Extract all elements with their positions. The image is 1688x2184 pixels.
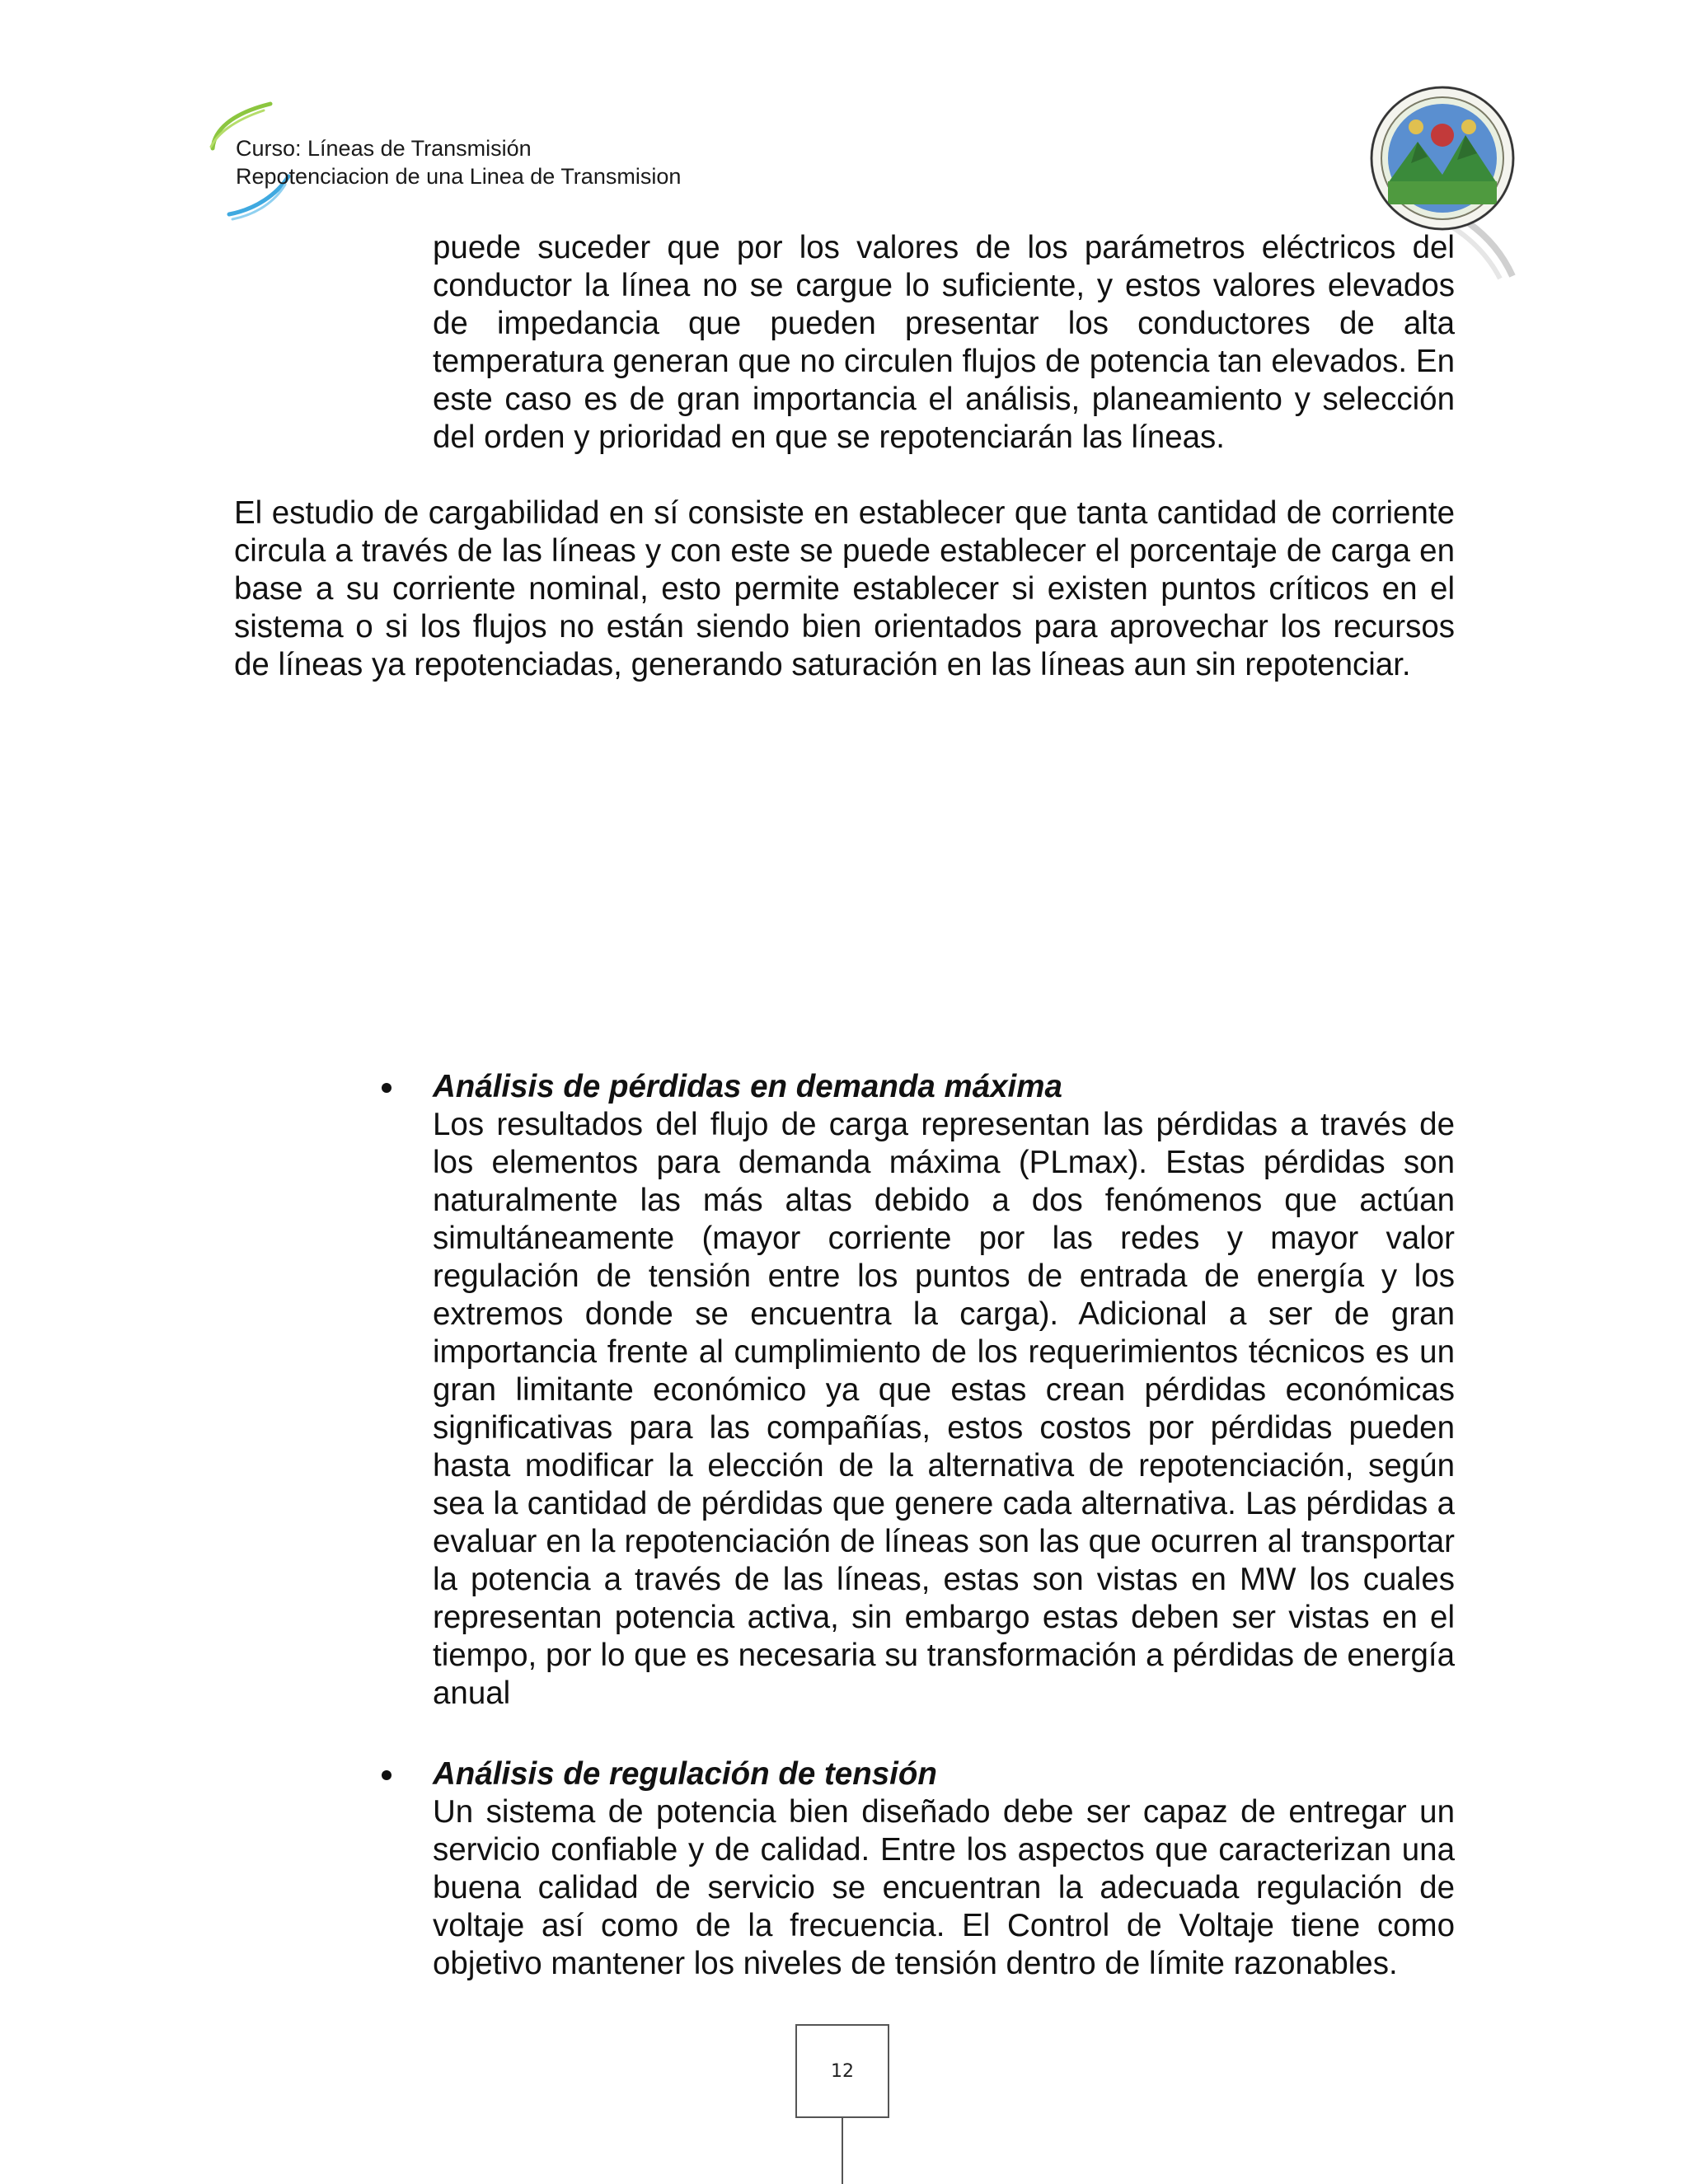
page-number: 12 — [831, 2060, 854, 2082]
running-header — [236, 134, 681, 190]
page-number-box — [795, 2024, 889, 2118]
cargabilidad-paragraph: El estudio de cargabilidad en sí consiste en establecer que tanta cantidad de corriente circula a través de las líneas y con este se puede establecer el porcentaje de carga en base a su corriente nominal, esto permite establecer si existen puntos críticos en el sistema o si los flujos no están siendo bien orientados para aprovechar los recursos de líneas ya repotenciadas, generando saturación en las líneas aun sin repotenciar. — [234, 495, 1455, 682]
bullet-body: Un sistema de potencia bien diseñado debe ser capaz de entregar un servicio confiable y de calidad. Entre los aspectos que caracterizan una buena calidad de servicio se encuentran la adecuada regulación de voltaje así como de la frecuencia. El Control de Voltaje tiene como objetivo mantener los niveles de tensión dentro de límite razonables. — [433, 1794, 1455, 1981]
bullet-body: Los resultados del flujo de carga representan las pérdidas a través de los elementos para demanda máxima (PLmax). Estas pérdidas son naturalmente las más altas debido a dos fenómenos que actúan simultáneamente (mayor corriente por las redes y mayor valor regulación de tensión entre los puntos de entrada de energía y los extremos donde se encuentra la carga). Adicional a ser de gran importancia frente al cumplimiento de los requerimientos técnicos es un gran limitante económico ya que estas crean pérdidas económicas significativas para las compañías, estos costos por pérdidas pueden hasta modificar la elección de la alternativa de repotenciación, según sea la cantidad de pérdidas que genere cada alternativa. Las pérdidas a evaluar en la repotenciación de líneas son las que ocurren al transportar la potencia a través de las líneas, estas son vistas en MW los cuales representan potencia activa, sin embargo estas deben ser vistas en el tiempo, por lo que es necesaria su transformación a pérdidas de energía anual — [433, 1107, 1455, 1711]
university-seal-icon — [1368, 84, 1517, 232]
page-number-connector — [842, 2118, 843, 2184]
header-subtitle: Repotenciacion de una Linea de Transmision — [236, 164, 682, 189]
header-course: Curso: Líneas de Transmisión — [236, 136, 532, 161]
bullet-item-perdidas — [433, 1068, 1455, 1713]
bullet-dot-icon — [382, 1770, 392, 1780]
bullet-dot-icon — [382, 1083, 392, 1093]
continued-paragraph: puede suceder que por los valores de los parámetros eléctricos del conductor la línea no se cargue lo suficiente, y estos valores elevados de impedancia que pueden presentar los conductores de alta temperatura generan que no circulen flujos de potencia tan elevados. En este caso es de gran importancia el análisis, planeamiento y selección del orden y prioridad en que se repotenciarán las líneas. — [433, 230, 1455, 455]
bullet-title: Análisis de regulación de tensión — [433, 1756, 937, 1792]
bullet-item-regulacion — [433, 1755, 1455, 1983]
bullet-title: Análisis de pérdidas en demanda máxima — [433, 1069, 1062, 1104]
